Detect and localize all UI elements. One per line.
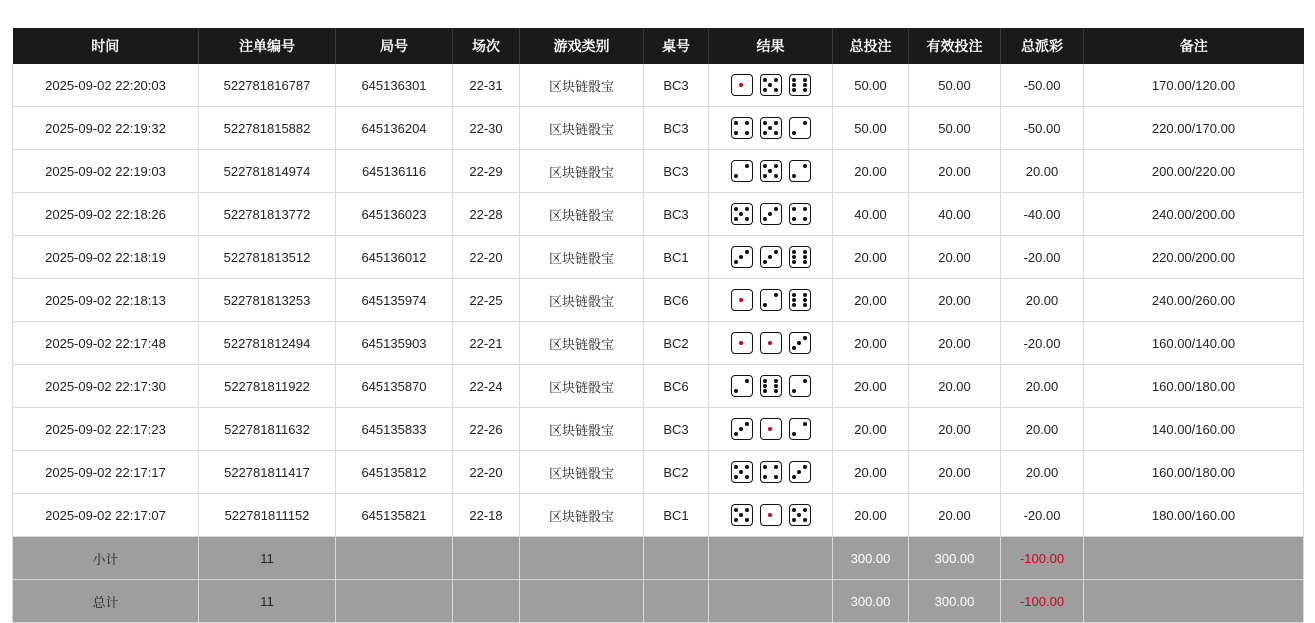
cell-time: 2025-09-02 22:20:03 (13, 64, 199, 107)
cell-round-no: 645135870 (336, 365, 453, 408)
bet-history-table (12, 28, 1304, 623)
cell-note: 240.00/260.00 (1084, 279, 1304, 322)
cell-valid-bet: 20.00 (909, 150, 1001, 193)
die-face-1 (760, 332, 782, 354)
grandtotal-row-note (1084, 580, 1304, 623)
cell-session: 22-29 (453, 150, 520, 193)
cell-round-no: 645136301 (336, 64, 453, 107)
subtotal-row-valid-bet: 300.00 (909, 537, 1001, 580)
cell-note: 220.00/170.00 (1084, 107, 1304, 150)
table-row[interactable] (13, 107, 1304, 150)
cell-table-no: BC3 (644, 107, 709, 150)
cell-time: 2025-09-02 22:17:07 (13, 494, 199, 537)
cell-result (709, 150, 833, 193)
die-face-6 (760, 375, 782, 397)
cell-result (709, 236, 833, 279)
dice-result-group (715, 160, 826, 182)
cell-session: 22-18 (453, 494, 520, 537)
die-face-5 (731, 504, 753, 526)
cell-order-no: 522781815882 (199, 107, 336, 150)
die-face-3 (731, 246, 753, 268)
subtotal-row-label: 小计 (13, 537, 199, 580)
cell-game-type: 区块链骰宝 (520, 150, 644, 193)
cell-result (709, 494, 833, 537)
cell-total-bet: 20.00 (833, 322, 909, 365)
table-row[interactable] (13, 64, 1304, 107)
cell-time: 2025-09-02 22:17:48 (13, 322, 199, 365)
dice-result-group (715, 74, 826, 96)
grandtotal-row-table-no (644, 580, 709, 623)
table-row[interactable] (13, 193, 1304, 236)
grandtotal-row-total-bet: 300.00 (833, 580, 909, 623)
die-face-5 (731, 203, 753, 225)
cell-time: 2025-09-02 22:19:03 (13, 150, 199, 193)
cell-order-no: 522781811152 (199, 494, 336, 537)
die-face-1 (731, 74, 753, 96)
cell-order-no: 522781816787 (199, 64, 336, 107)
dice-result-group (715, 117, 826, 139)
grandtotal-row-label: 总计 (13, 580, 199, 623)
cell-game-type: 区块链骰宝 (520, 107, 644, 150)
column-header-note: 备注 (1084, 28, 1304, 64)
cell-total-bet: 50.00 (833, 107, 909, 150)
die-face-5 (789, 504, 811, 526)
column-header-round-no: 局号 (336, 28, 453, 64)
cell-table-no: BC3 (644, 150, 709, 193)
cell-payout: 20.00 (1001, 451, 1084, 494)
cell-session: 22-25 (453, 279, 520, 322)
cell-result (709, 279, 833, 322)
cell-result (709, 365, 833, 408)
cell-game-type: 区块链骰宝 (520, 236, 644, 279)
die-face-1 (760, 418, 782, 440)
cell-total-bet: 40.00 (833, 193, 909, 236)
cell-round-no: 645135812 (336, 451, 453, 494)
cell-note: 200.00/220.00 (1084, 150, 1304, 193)
cell-game-type: 区块链骰宝 (520, 322, 644, 365)
subtotal-row-session (453, 537, 520, 580)
cell-payout: -20.00 (1001, 236, 1084, 279)
table-header (13, 28, 1304, 64)
table-row[interactable] (13, 494, 1304, 537)
cell-total-bet: 20.00 (833, 236, 909, 279)
cell-total-bet: 20.00 (833, 408, 909, 451)
cell-table-no: BC3 (644, 193, 709, 236)
dice-result-group (715, 418, 826, 440)
cell-time: 2025-09-02 22:17:17 (13, 451, 199, 494)
cell-table-no: BC1 (644, 236, 709, 279)
subtotal-row-result (709, 537, 833, 580)
die-face-5 (760, 160, 782, 182)
table-row[interactable] (13, 150, 1304, 193)
subtotal-row-table-no (644, 537, 709, 580)
cell-order-no: 522781813512 (199, 236, 336, 279)
column-header-game-type: 游戏类别 (520, 28, 644, 64)
cell-payout: 20.00 (1001, 408, 1084, 451)
die-face-5 (760, 117, 782, 139)
die-face-1 (731, 332, 753, 354)
column-header-session: 场次 (453, 28, 520, 64)
cell-round-no: 645135821 (336, 494, 453, 537)
cell-table-no: BC3 (644, 408, 709, 451)
cell-result (709, 322, 833, 365)
column-header-valid-bet: 有效投注 (909, 28, 1001, 64)
cell-session: 22-30 (453, 107, 520, 150)
die-face-2 (731, 375, 753, 397)
subtotal-row-round-no (336, 537, 453, 580)
cell-session: 22-28 (453, 193, 520, 236)
subtotal-row-total-bet: 300.00 (833, 537, 909, 580)
grandtotal-row-result (709, 580, 833, 623)
cell-round-no: 645135903 (336, 322, 453, 365)
cell-note: 180.00/160.00 (1084, 494, 1304, 537)
cell-total-bet: 20.00 (833, 365, 909, 408)
cell-result (709, 451, 833, 494)
cell-valid-bet: 20.00 (909, 451, 1001, 494)
cell-valid-bet: 20.00 (909, 494, 1001, 537)
dice-result-group (715, 332, 826, 354)
cell-session: 22-24 (453, 365, 520, 408)
die-face-2 (731, 160, 753, 182)
table-row[interactable] (13, 322, 1304, 365)
cell-session: 22-20 (453, 236, 520, 279)
dice-result-group (715, 375, 826, 397)
subtotal-row-game-type (520, 537, 644, 580)
cell-result (709, 193, 833, 236)
dice-result-group (715, 203, 826, 225)
grandtotal-row-payout: -100.00 (1001, 580, 1084, 623)
table-row[interactable] (13, 236, 1304, 279)
cell-table-no: BC1 (644, 494, 709, 537)
cell-payout: 20.00 (1001, 150, 1084, 193)
cell-round-no: 645135833 (336, 408, 453, 451)
subtotal-row-payout: -100.00 (1001, 537, 1084, 580)
cell-order-no: 522781812494 (199, 322, 336, 365)
die-face-3 (789, 461, 811, 483)
cell-valid-bet: 20.00 (909, 408, 1001, 451)
cell-payout: -40.00 (1001, 193, 1084, 236)
grandtotal-row-valid-bet: 300.00 (909, 580, 1001, 623)
cell-payout: -20.00 (1001, 322, 1084, 365)
table-body (13, 64, 1304, 623)
cell-payout: 20.00 (1001, 365, 1084, 408)
table-row[interactable] (13, 365, 1304, 408)
cell-note: 170.00/120.00 (1084, 64, 1304, 107)
subtotal-row-note (1084, 537, 1304, 580)
cell-time: 2025-09-02 22:18:13 (13, 279, 199, 322)
table-row[interactable] (13, 408, 1304, 451)
die-face-3 (789, 332, 811, 354)
cell-game-type: 区块链骰宝 (520, 193, 644, 236)
cell-valid-bet: 50.00 (909, 64, 1001, 107)
grandtotal-row-count: 11 (199, 580, 336, 623)
cell-order-no: 522781813253 (199, 279, 336, 322)
cell-time: 2025-09-02 22:17:30 (13, 365, 199, 408)
cell-game-type: 区块链骰宝 (520, 408, 644, 451)
cell-round-no: 645136023 (336, 193, 453, 236)
cell-round-no: 645136204 (336, 107, 453, 150)
cell-note: 220.00/200.00 (1084, 236, 1304, 279)
die-face-6 (789, 74, 811, 96)
die-face-5 (760, 74, 782, 96)
cell-time: 2025-09-02 22:19:32 (13, 107, 199, 150)
cell-total-bet: 50.00 (833, 64, 909, 107)
cell-game-type: 区块链骰宝 (520, 64, 644, 107)
cell-time: 2025-09-02 22:17:23 (13, 408, 199, 451)
subtotal-row (13, 537, 1304, 580)
cell-table-no: BC2 (644, 451, 709, 494)
die-face-4 (760, 461, 782, 483)
cell-order-no: 522781813772 (199, 193, 336, 236)
cell-total-bet: 20.00 (833, 451, 909, 494)
cell-game-type: 区块链骰宝 (520, 494, 644, 537)
cell-total-bet: 20.00 (833, 494, 909, 537)
column-header-total-bet: 总投注 (833, 28, 909, 64)
cell-note: 160.00/180.00 (1084, 365, 1304, 408)
grandtotal-row-round-no (336, 580, 453, 623)
column-header-payout: 总派彩 (1001, 28, 1084, 64)
table-header-row (13, 28, 1304, 64)
cell-valid-bet: 20.00 (909, 279, 1001, 322)
die-face-2 (789, 418, 811, 440)
column-header-order-no: 注单编号 (199, 28, 336, 64)
die-face-3 (760, 246, 782, 268)
cell-order-no: 522781814974 (199, 150, 336, 193)
grandtotal-row-game-type (520, 580, 644, 623)
die-face-6 (789, 246, 811, 268)
cell-valid-bet: 20.00 (909, 365, 1001, 408)
cell-round-no: 645135974 (336, 279, 453, 322)
cell-game-type: 区块链骰宝 (520, 279, 644, 322)
die-face-5 (731, 461, 753, 483)
cell-note: 140.00/160.00 (1084, 408, 1304, 451)
cell-note: 240.00/200.00 (1084, 193, 1304, 236)
cell-payout: -20.00 (1001, 494, 1084, 537)
table-row[interactable] (13, 279, 1304, 322)
die-face-3 (731, 418, 753, 440)
cell-total-bet: 20.00 (833, 150, 909, 193)
die-face-2 (789, 375, 811, 397)
cell-valid-bet: 20.00 (909, 322, 1001, 365)
cell-payout: 20.00 (1001, 279, 1084, 322)
cell-note: 160.00/140.00 (1084, 322, 1304, 365)
cell-round-no: 645136012 (336, 236, 453, 279)
die-face-2 (760, 289, 782, 311)
cell-game-type: 区块链骰宝 (520, 365, 644, 408)
die-face-4 (789, 203, 811, 225)
cell-session: 22-31 (453, 64, 520, 107)
die-face-6 (789, 289, 811, 311)
cell-result (709, 107, 833, 150)
cell-valid-bet: 40.00 (909, 193, 1001, 236)
cell-table-no: BC6 (644, 279, 709, 322)
table-row[interactable] (13, 451, 1304, 494)
cell-order-no: 522781811417 (199, 451, 336, 494)
dice-result-group (715, 289, 826, 311)
die-face-4 (731, 117, 753, 139)
cell-note: 160.00/180.00 (1084, 451, 1304, 494)
cell-round-no: 645136116 (336, 150, 453, 193)
dice-result-group (715, 461, 826, 483)
die-face-1 (760, 504, 782, 526)
cell-session: 22-26 (453, 408, 520, 451)
cell-game-type: 区块链骰宝 (520, 451, 644, 494)
cell-total-bet: 20.00 (833, 279, 909, 322)
cell-table-no: BC3 (644, 64, 709, 107)
cell-session: 22-21 (453, 322, 520, 365)
cell-table-no: BC2 (644, 322, 709, 365)
grandtotal-row (13, 580, 1304, 623)
cell-result (709, 408, 833, 451)
die-face-2 (789, 117, 811, 139)
cell-order-no: 522781811632 (199, 408, 336, 451)
cell-payout: -50.00 (1001, 64, 1084, 107)
dice-result-group (715, 246, 826, 268)
die-face-3 (760, 203, 782, 225)
column-header-table-no: 桌号 (644, 28, 709, 64)
cell-valid-bet: 20.00 (909, 236, 1001, 279)
cell-session: 22-20 (453, 451, 520, 494)
cell-table-no: BC6 (644, 365, 709, 408)
cell-time: 2025-09-02 22:18:19 (13, 236, 199, 279)
column-header-time: 时间 (13, 28, 199, 64)
cell-valid-bet: 50.00 (909, 107, 1001, 150)
cell-time: 2025-09-02 22:18:26 (13, 193, 199, 236)
cell-result (709, 64, 833, 107)
cell-order-no: 522781811922 (199, 365, 336, 408)
die-face-2 (789, 160, 811, 182)
dice-result-group (715, 504, 826, 526)
die-face-1 (731, 289, 753, 311)
cell-payout: -50.00 (1001, 107, 1084, 150)
column-header-result: 结果 (709, 28, 833, 64)
grandtotal-row-session (453, 580, 520, 623)
subtotal-row-count: 11 (199, 537, 336, 580)
